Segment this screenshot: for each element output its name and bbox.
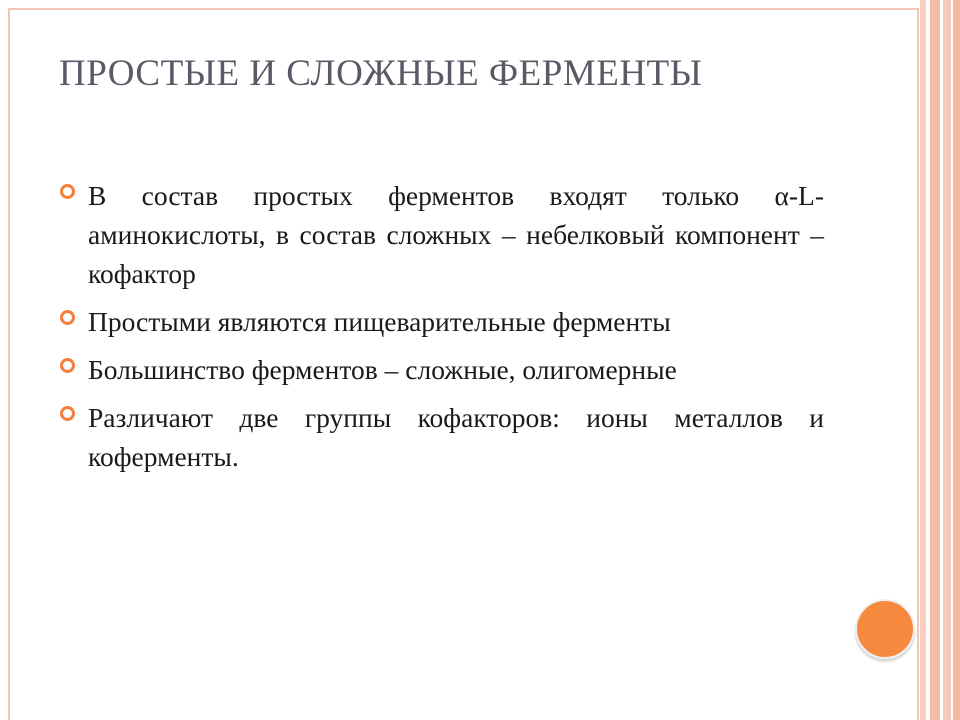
bullet-text: В состав простых ферментов входят только α-L-аминокислоты, в состав сложных – небелковый компонент – кофактор xyxy=(88,180,824,289)
bullet-text: Простыми являются пищеварительные ферменты xyxy=(88,306,671,337)
orange-orb-icon xyxy=(855,599,915,659)
decorative-stripes xyxy=(920,0,960,720)
slide-title: ПРОСТЫЕ И СЛОЖНЫЕ ФЕРМЕНТЫ xyxy=(59,53,703,94)
bullet-item xyxy=(58,398,824,476)
ring-bullet-icon xyxy=(60,184,75,199)
bullet-item xyxy=(58,302,824,341)
bullet-item xyxy=(58,350,824,389)
bullet-item xyxy=(58,176,824,293)
stripe xyxy=(943,0,951,720)
stripe xyxy=(953,0,960,720)
bullet-list xyxy=(58,176,824,485)
bullet-text: Большинство ферментов – сложные, олигомерные xyxy=(88,354,677,385)
bullet-text: Различают две группы кофакторов: ионы металлов и коферменты. xyxy=(88,402,824,472)
ring-bullet-icon xyxy=(60,358,75,373)
ring-bullet-icon xyxy=(60,406,75,421)
ring-bullet-icon xyxy=(60,310,75,325)
stripe xyxy=(930,0,940,720)
